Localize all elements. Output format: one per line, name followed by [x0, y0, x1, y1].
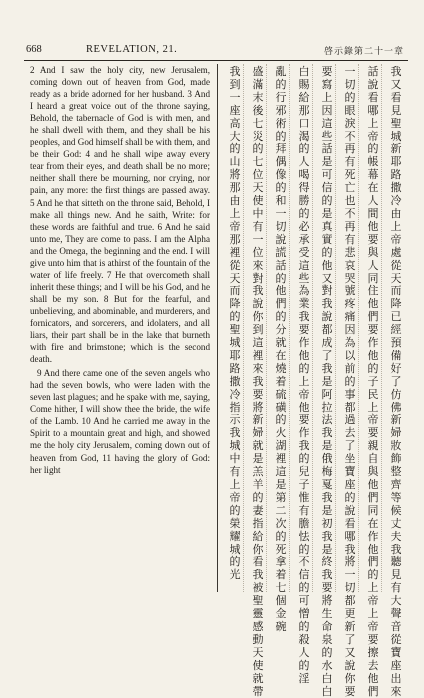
chinese-running-head: 啓示錄第二十一章 [323, 47, 404, 57]
paragraph-verses-2-8: 2 And I saw the holy city, new Jerusalem, coming down out of heaven from God, made ready as a bride adorned for her husband. 3 And I heard a great voice out of the throne saying, Behold, the tabernacle of God is with men, and he shall dwell with them, and they shall be his peoples, and God himself shall be with them, and be their God: 4 and he shall wipe away every tear from their eyes, and death shall be no more; neither shall there be mourning, nor crying, nor pain, any more: the first things are passed away. 5 And he that sitteth on the throne said, Behold, I make all things new. And he saith, Write: for these words are faithful and true. 6 And he said unto me, They are come to pass. I am the Alpha and the Omega, the beginning and the end. I will give unto him that is athirst of the fountain of the water of life freely. 7 He that overcometh shall inherit these things; and I will be his God, and he shall be my son. 8 But for the fearful, and unbelieving, and abominable, and murderers, and fornicators, and sorcerers, and idolaters, and all liars, their part shall be in the lake that burneth with fire and brimstone; which is the second death. [30, 65, 210, 365]
page-number: 668 [26, 44, 42, 55]
column-rule [289, 64, 290, 592]
chinese-column-4: 要寫上因這些話是可信的是真實的他又對我說都成了我是阿拉法我是俄梅戛我是初我是終我要將生命泉的水白白 [321, 65, 333, 698]
chinese-column-8: 我到一座高大的山將那由上帝那裡從天而降的聖城耶路撒冷指示我城中有上帝的榮耀城的光 [229, 65, 241, 582]
paragraph-verses-9-11: 9 And there came one of the seven angels who had the seven bowls, who were laden with the seven last plagues; and he spake with me, saying, Come hither, I will show thee the bride, the wife of the Lamb. 10 And he carried me away in the Spirit to a mountain great and high, and showed me the holy city Jerusalem, coming down out of heaven from God, 11 having the glory of God: her light [30, 368, 210, 475]
chinese-column-3: 一切的眼淚不再有死亡也不再有悲哀哭號疼痛因為以前的事都過去了坐寶座的說看哪我將一切都更新了又說你要 [344, 65, 356, 698]
chinese-column-1: 我又看見聖城新耶路撒冷由上帝處從天而降已經預備好了仿佛新婦妝飾整齊等候丈夫我聽見有大聲音從寶座出來 [390, 65, 402, 698]
column-rule [358, 64, 359, 592]
column-rule [266, 64, 267, 592]
column-rule [335, 64, 336, 592]
header-rule [24, 60, 408, 61]
chinese-column-5: 白賜給那口渴的人喝得勝的必承受這些為業我要作他的上帝他要作我的兒子惟有膽怯的不信的可憎的殺人的淫 [298, 65, 310, 685]
column-rule [312, 64, 313, 592]
chinese-column-7: 盛滿末後七災的七位天使中有一位來對我說你到這裡來我要將新婦就是羔羊的妻指給你看我被聖靈感動天使就帶 [252, 65, 264, 698]
column-divider [217, 64, 218, 592]
chinese-column-6: 亂的行邪術的拜偶像的和一切說謊話的他們的分就在燒着硫磺的火湖裡這是第二次的死拿着七個金碗 [275, 65, 287, 633]
column-rule [243, 64, 244, 592]
chinese-column-2: 話說看哪上帝的帳幕在人間他要與人同住他們要作他的子民上帝要親自與他們同在作他們的上帝上帝要擦去他們 [367, 65, 379, 698]
page-header [26, 44, 406, 60]
running-head: REVELATION, 21. [86, 44, 178, 55]
english-text-column [30, 64, 210, 592]
chinese-text-column [220, 64, 408, 698]
column-rule [381, 64, 382, 592]
